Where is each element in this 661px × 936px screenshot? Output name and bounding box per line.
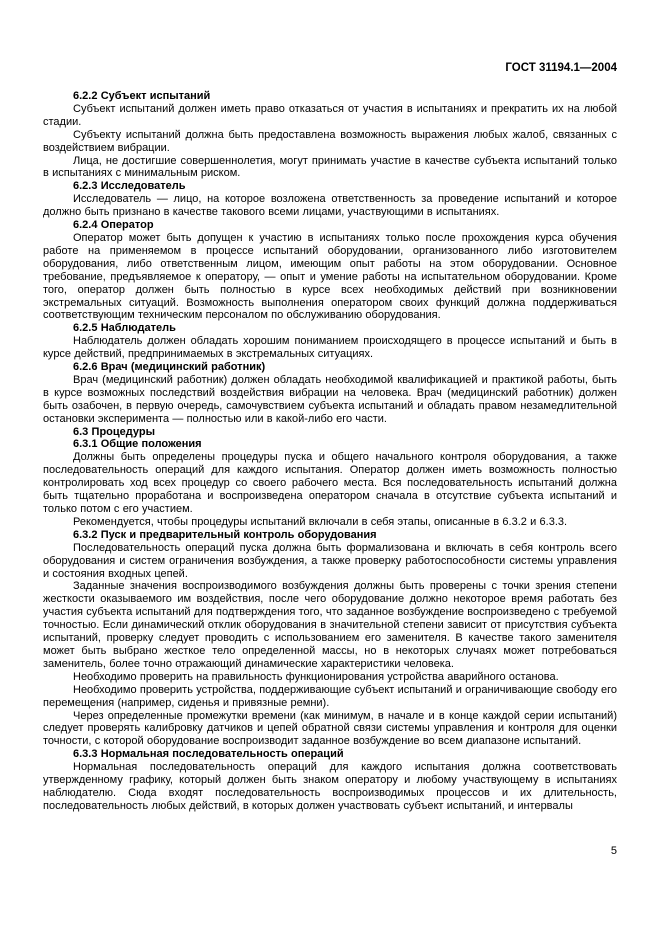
section-heading: 6.2.6 Врач (медицинский работник) <box>73 361 266 374</box>
standard-code-header: ГОСТ 31194.1—2004 <box>505 62 617 74</box>
section-heading: 6.2.4 Оператор <box>73 219 154 232</box>
section-heading: 6.3.1 Общие положения <box>73 438 202 451</box>
section-heading: 6.3 Процедуры <box>73 425 155 438</box>
paragraph: Лица, не достигшие совершеннолетия, могут принимать участие в качестве субъекта испытаний только в испытаниях с минимальным риском. <box>43 154 617 180</box>
paragraph: Врач (медицинский работник) должен обладать необходимой квалификацией и практикой работы, быть в курсе возможных последствий воздействия вибрации на человека. Врач (медицинский работник) должен быть озабочен, в первую очередь, самочувствием субъекта испытаний и обладать правом незамедлительной остановки эксперимента — полностью или в какой-либо его части. <box>43 373 617 425</box>
paragraph: Необходимо проверить устройства, поддерживающие субъект испытаний и ограничивающие свободу его перемещения (например, сиденья и привязные ремни). <box>43 683 617 709</box>
paragraph: Наблюдатель должен обладать хорошим пониманием происходящего в процессе испытаний и быть в курсе действий, предпринимаемых в экстремальных ситуациях. <box>43 335 617 361</box>
section-heading: 6.2.5 Наблюдатель <box>73 322 176 335</box>
section-heading: 6.2.2 Субъект испытаний <box>73 90 211 102</box>
paragraph: Субъекту испытаний должна быть предоставлена возможность выражения любых жалоб, связанных с воздействием вибрации. <box>43 128 617 154</box>
paragraph: Рекомендуется, чтобы процедуры испытаний включали в себя этапы, описанные в 6.3.2 и 6.3.3. <box>73 515 568 528</box>
paragraph: Последовательность операций пуска должна быть формализована и включать в себя контроль всего оборудования и систем ограничения возбуждения, а также проверку работоспособности системы управления и состояния входных цепей. <box>43 541 617 580</box>
paragraph: Исследователь — лицо, на которое возложена ответственность за проведение испытаний и которое должно быть признано в качестве такового всеми лицами, участвующими в испытаниях. <box>43 193 617 219</box>
paragraph: Необходимо проверить на правильность функционирования устройства аварийного останова. <box>73 670 559 683</box>
section-heading: 6.3.2 Пуск и предварительный контроль оборудования <box>73 528 377 541</box>
section-heading: 6.3.3 Нормальная последовательность операций <box>73 748 344 761</box>
paragraph: Субъект испытаний должен иметь право отказаться от участия в испытаниях и прекратить их на любой стадии. <box>43 102 617 128</box>
paragraph: Через определенные промежутки времени (как минимум, в начале и в конце каждой серии испытаний) следует проверять калибровку датчиков и цепей обратной связи системы управления и контроля для оценки точности, с которой оборудование воспроизводит заданное возбуждение во всем диапазоне испытаний. <box>43 709 617 748</box>
paragraph: Должны быть определены процедуры пуска и общего начального контроля оборудования, а также последовательность операций для каждого испытания. Оператор должен иметь возможность полностью контролировать ход всех процедур со своего рабочего места. Вся последовательность испытаний должна быть тщательно проработана и воспроизведена оператором сначала в отсутствие субъекта испытаний и только потом с его участием. <box>43 451 617 515</box>
paragraph: Нормальная последовательность операций для каждого испытания должна соответствовать утвержденному графику, который должен быть знаком оператору и любому участвующему в испытаниях наблюдателю. Сюда входят последовательность воспроизводимых процессов и их длительность, последовательность любых действий, в которых должен участвовать субъект испытаний, и интервалы <box>43 761 617 812</box>
document-body <box>43 90 617 813</box>
section-heading: 6.2.3 Исследователь <box>73 180 186 193</box>
paragraph: Оператор может быть допущен к участию в испытаниях только после прохождения курса обучения работе на применяемом в процессе испытаний оборудовании, организованного либо изготовителем оборудования, либо ответственным лицом, имеющим опыт работы на этом оборудовании. Основное требование, предъявляемое к оператору, — опыт и умение работы на испытательном оборудовании. Кроме того, оператор должен быть полностью в курсе всех необходимых действий при возникновении экстремальных ситуаций. Возможность выполнения оператором своих функций должна поддерживаться соответствующим техническим персоналом по обслуживанию оборудования. <box>43 231 617 322</box>
paragraph: Заданные значения воспроизводимого возбуждения должны быть проверены с точки зрения степени жесткости оказываемого им воздействия, после чего оборудование должно некоторое время работать без участия субъекта испытаний для подтверждения того, что заданное возбуждение воспроизведено с требуемой точностью. Если динамический отклик оборудования в значительной степени зависит от присутствия субъекта испытаний, проверку следует проводить с использованием его заменителя. В качестве такого заменителя может быть выбрано жесткое тело определенной массы, но в некоторых случаях может потребоваться заменитель, более точно отражающий динамические характеристики человека. <box>43 580 617 670</box>
page-number: 5 <box>610 845 617 857</box>
